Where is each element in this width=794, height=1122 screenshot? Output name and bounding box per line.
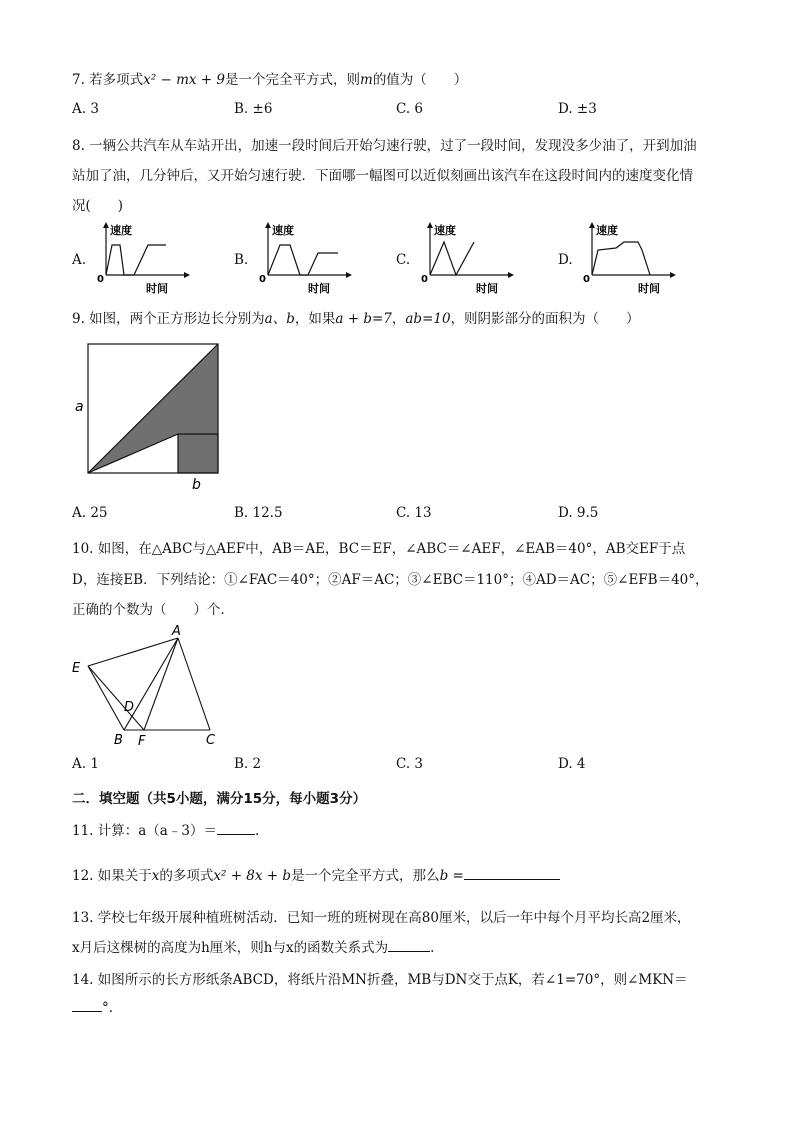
q7-option-d: D. ±3 xyxy=(558,101,597,117)
q11-end: . xyxy=(254,823,260,839)
q10-point-b: B xyxy=(114,733,123,748)
q9-separator: ， xyxy=(391,311,406,327)
q14-end: °. xyxy=(102,1000,114,1016)
q13-line-1: 13. 学校七年级开展种植班树活动．已知一班的班树现在高80厘米，以后一年中每个月平均长高2厘米， xyxy=(72,910,691,926)
q8-b-y-label: 速度 xyxy=(272,224,294,237)
q11-text: 11. 计算：a（a﹣3）＝ xyxy=(72,823,217,839)
q12-expression: x² + 8x + b xyxy=(213,868,292,884)
q9-text-c: ，则阴影部分的面积为（ ） xyxy=(450,311,640,327)
q13-answer-blank[interactable] xyxy=(388,939,430,952)
q12-prefix: 12. 如果关于 xyxy=(72,868,152,884)
q8-c-x-label: 时间 xyxy=(476,282,498,295)
section-2-title: 二．填空题（共5小题，满分15分，每小题3分） xyxy=(72,791,367,807)
q10-line-3: 正确的个数为（ ）个． xyxy=(72,602,234,618)
q12-mid: 的多项式 xyxy=(159,868,214,884)
q12-suffix: 是一个完全平方式，那么 xyxy=(291,868,440,884)
q14-line-2 xyxy=(72,999,113,1016)
q7-option-a: A. 3 xyxy=(72,101,99,117)
q10-option-c: C. 3 xyxy=(396,756,424,772)
q14-answer-blank[interactable] xyxy=(72,999,102,1012)
q10-figure xyxy=(66,620,236,750)
q8-option-b: B. xyxy=(234,252,249,268)
q10-point-d: D xyxy=(124,700,135,715)
q10-option-d: D. 4 xyxy=(558,756,586,772)
q9-option-b: B. 12.5 xyxy=(234,505,283,521)
q8-option-c: C. xyxy=(396,252,411,268)
q9-option-c: C. 13 xyxy=(396,505,432,521)
q11-answer-blank[interactable] xyxy=(217,822,255,835)
q9-text-a: 9. 如图，两个正方形边长分别为 xyxy=(72,311,265,327)
question-11 xyxy=(72,819,259,839)
q7-expression: x² − mx + 9 xyxy=(143,72,225,88)
q10-line-2: D，连接EB．下列结论：①∠FAC＝40°；②AF＝AC；③∠EBC＝110°；④AD＝AC；⑤∠EFB＝40°， xyxy=(72,572,709,588)
q8-b-origin: 0 xyxy=(259,274,266,285)
q7-end: 的值为（ ） xyxy=(372,72,468,88)
q10-point-a: A xyxy=(172,624,181,639)
q8-d-y-label: 速度 xyxy=(596,224,618,237)
q9-option-a: A. 25 xyxy=(72,505,108,521)
q8-line-3: 况( ) xyxy=(72,198,124,214)
q10-point-c: C xyxy=(206,733,216,748)
q8-a-origin: 0 xyxy=(97,274,104,285)
q8-option-a: A. xyxy=(72,252,87,268)
q8-graph-a xyxy=(94,220,194,298)
q12-variable: x xyxy=(151,868,160,884)
q12-answer-blank[interactable] xyxy=(464,867,560,880)
q8-c-origin: 0 xyxy=(421,274,428,285)
q7-option-c: C. 6 xyxy=(396,101,424,117)
q9-label-b: b xyxy=(192,477,201,493)
q13-line-2-wrap xyxy=(72,936,434,956)
q8-b-x-label: 时间 xyxy=(308,282,330,295)
q13-end: . xyxy=(430,940,435,956)
question-12 xyxy=(72,864,560,884)
q8-a-y-label: 速度 xyxy=(110,224,132,237)
q8-c-y-label: 速度 xyxy=(434,224,456,237)
q8-d-x-label: 时间 xyxy=(638,282,660,295)
q10-point-e: E xyxy=(72,661,81,676)
q10-option-a: A. 1 xyxy=(72,756,99,772)
q9-option-d: D. 9.5 xyxy=(558,505,599,521)
q8-line-1: 8. 一辆公共汽车从车站开出，加速一段时间后开始匀速行驶，过了一段时间，发现没多少油了，开到加油 xyxy=(72,138,697,154)
q9-figure xyxy=(72,336,232,496)
q8-option-d: D. xyxy=(558,252,573,268)
q8-line-2: 站加了油，几分钟后，又开始匀速行驶．下面哪一幅图可以近似刻画出该汽车在这段时间内的速度变化情 xyxy=(72,168,693,184)
q7-suffix: 是一个完全平方式，则 xyxy=(225,72,360,88)
q8-graph-d xyxy=(580,220,680,298)
question-7 xyxy=(72,68,467,88)
q8-a-x-label: 时间 xyxy=(146,282,168,295)
question-9 xyxy=(72,307,640,327)
q8-d-origin: 0 xyxy=(583,274,590,285)
q10-line-1: 10. 如图，在△ABC与△AEF中，AB＝AE，BC＝EF，∠ABC＝∠AEF，∠EAB＝40°，AB交EF于点 xyxy=(72,541,686,557)
q9-condition-1: a + b=7 xyxy=(335,311,392,327)
q7-prefix: 7. 若多项式 xyxy=(72,72,144,88)
q9-vars: a、b xyxy=(264,311,295,327)
q9-label-a: a xyxy=(75,399,84,415)
q9-text-b: ，如果 xyxy=(294,311,336,327)
q10-option-b: B. 2 xyxy=(234,756,262,772)
q8-graph-b xyxy=(256,220,356,298)
q7-variable: m xyxy=(360,72,373,88)
q8-graph-c xyxy=(418,220,518,298)
q13-line-2: x月后这棵树的高度为h厘米，则h与x的函数关系式为 xyxy=(72,940,389,956)
q9-condition-2: ab=10 xyxy=(405,311,451,327)
q14-line-1: 14. 如图所示的长方形纸条ABCD，将纸片沿MN折叠，MB与DN交于点K，若∠1=70°，则∠MKN＝ xyxy=(72,972,688,988)
q12-end: b = xyxy=(439,868,464,884)
q7-option-b: B. ±6 xyxy=(234,101,273,117)
q10-point-f: F xyxy=(138,734,146,749)
